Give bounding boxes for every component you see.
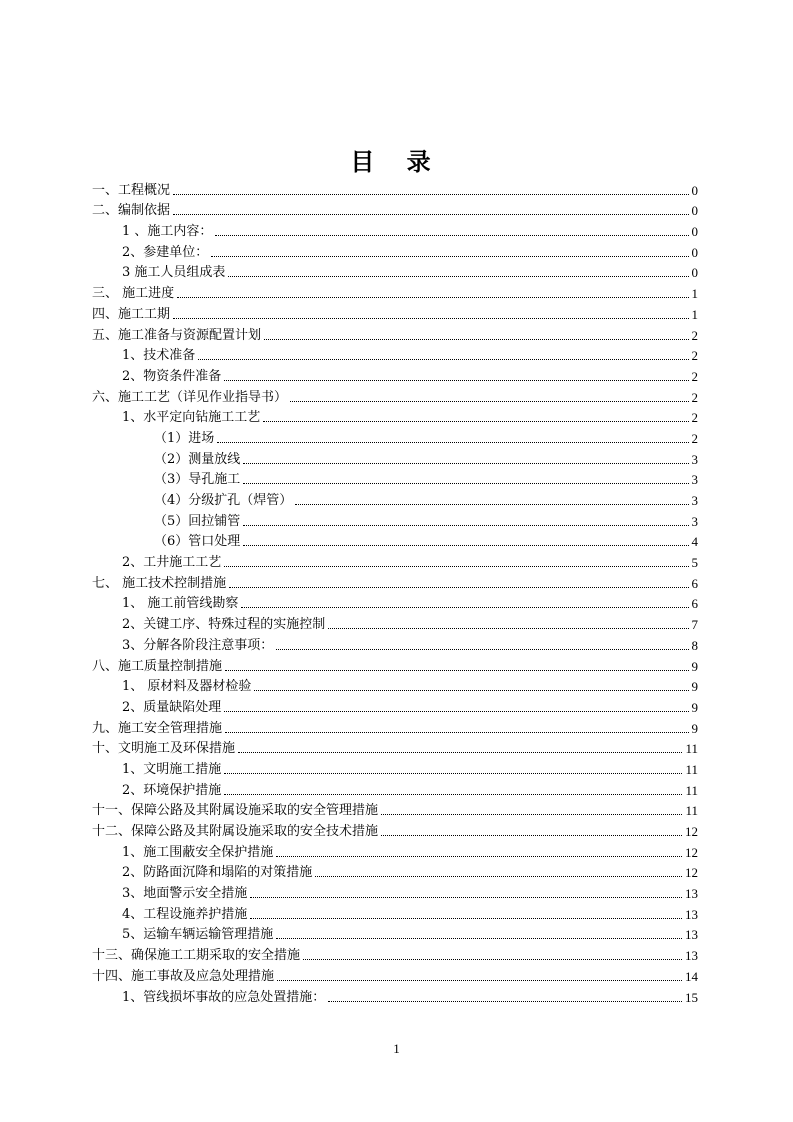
- toc-entry-label: 2、物资条件准备: [122, 368, 222, 384]
- toc-entry[interactable]: [92, 985, 698, 1006]
- toc-entry-label: （1）进场: [154, 430, 215, 446]
- toc-entry-page: 0: [691, 182, 698, 198]
- toc-entry-page: 9: [691, 699, 698, 715]
- toc-entry[interactable]: [92, 178, 698, 199]
- toc-entry-page: 8: [691, 637, 698, 653]
- toc-entry[interactable]: [92, 488, 698, 509]
- toc-entry-label: 七、 施工技术控制措施: [92, 575, 227, 591]
- toc-entry[interactable]: [92, 778, 698, 799]
- dot-leader: [224, 773, 682, 774]
- dot-leader: [243, 525, 688, 526]
- dot-leader: [228, 276, 688, 277]
- toc-entry[interactable]: [92, 406, 698, 427]
- toc-entry-page: 11: [685, 761, 698, 777]
- toc-entry-page: 7: [691, 617, 698, 633]
- toc-entry-page: 3: [691, 513, 698, 529]
- dot-leader: [238, 752, 682, 753]
- toc-entry-page: 2: [691, 348, 698, 364]
- dot-leader: [276, 649, 688, 650]
- toc-entry[interactable]: [92, 716, 698, 737]
- dot-leader: [303, 959, 682, 960]
- toc-entry[interactable]: [92, 571, 698, 592]
- toc-entry-page: 5: [691, 555, 698, 571]
- toc-entry-page: 1: [691, 286, 698, 302]
- toc-entry-label: 1、水平定向钻施工工艺: [122, 410, 261, 426]
- toc-entry-page: 3: [691, 493, 698, 508]
- toc-entry-label: 十二、保障公路及其附属设施采取的安全技术措施: [92, 824, 379, 839]
- dot-leader: [263, 421, 688, 422]
- toc-entry-label: 3、分解各阶段注意事项：: [122, 637, 274, 653]
- dot-leader: [250, 897, 682, 898]
- toc-entry[interactable]: [92, 654, 698, 675]
- dot-leader: [241, 607, 688, 608]
- toc-entry[interactable]: [92, 675, 698, 696]
- toc-entry-page: 11: [685, 803, 698, 819]
- toc-entry-label: （2）测量放线: [154, 451, 241, 467]
- toc-entry[interactable]: [92, 426, 698, 447]
- toc-entry-page: 12: [685, 844, 698, 860]
- toc-entry[interactable]: [92, 612, 698, 633]
- toc-entry[interactable]: [92, 344, 698, 365]
- toc-entry-label: 2、防路面沉降和塌陷的对策措施: [122, 865, 313, 881]
- dot-leader: [277, 980, 682, 981]
- toc-entry-page: 11: [685, 782, 698, 798]
- toc-entry-page: 2: [691, 368, 698, 384]
- toc-entry-label: 3、地面警示安全措施: [122, 886, 248, 902]
- dot-leader: [276, 856, 682, 857]
- dot-leader: [173, 214, 688, 215]
- toc-entry-label: 十一、保障公路及其附属设施采取的安全管理措施: [92, 803, 379, 819]
- toc-entry-page: 11: [685, 741, 698, 757]
- toc-entry-label: 十三、确保施工工期采取的安全措施: [92, 948, 301, 964]
- toc-entry[interactable]: [92, 302, 698, 323]
- toc-entry[interactable]: [92, 964, 698, 985]
- toc-entry-page: 4: [691, 534, 698, 550]
- toc-entry-label: 1、施工围蔽安全保护措施: [122, 844, 274, 860]
- toc-entry-label: 2、质量缺陷处理: [122, 699, 222, 715]
- toc-entry[interactable]: [92, 509, 698, 530]
- toc-entry-page: 2: [691, 430, 698, 446]
- toc-entry[interactable]: [92, 281, 698, 302]
- toc-entry[interactable]: [92, 364, 698, 385]
- toc-entry-label: （3）导孔施工: [154, 472, 241, 488]
- toc-entry-label: 2、参建单位：: [122, 244, 209, 260]
- toc-entry-label: 1 、施工内容：: [122, 224, 213, 240]
- toc-entry-page: 0: [691, 203, 698, 219]
- toc-entry-label: 2、环境保护措施: [122, 782, 222, 798]
- toc-entry-label: 三、 施工进度: [92, 286, 175, 302]
- toc-entry-label: 1、 施工前管线勘察: [122, 596, 239, 612]
- dot-leader: [173, 318, 688, 319]
- dot-leader: [328, 628, 688, 629]
- toc-entry[interactable]: [92, 261, 698, 282]
- toc-entry-label: 4、工程设施养护措施: [122, 906, 248, 922]
- toc-entry-label: （5）回拉铺管: [154, 513, 241, 529]
- toc-entry[interactable]: [92, 819, 698, 840]
- toc-entry-label: 1、管线损坏事故的应急处置措施：: [122, 989, 326, 1005]
- toc-entry[interactable]: [92, 240, 698, 261]
- toc-entry-page: 12: [685, 865, 698, 881]
- toc-entry-page: 14: [685, 968, 698, 984]
- toc-entry[interactable]: [92, 323, 698, 344]
- toc-entry-page: 12: [685, 824, 698, 839]
- toc-entry-label: 四、施工工期: [92, 306, 171, 322]
- toc-entry-page: 6: [691, 575, 698, 591]
- toc-entry[interactable]: [92, 902, 698, 923]
- dot-leader: [215, 235, 688, 236]
- toc-entry-page: 1: [691, 306, 698, 322]
- dot-leader: [243, 545, 688, 546]
- toc-entry-page: 0: [691, 224, 698, 240]
- toc-entry-label: 六、施工工艺（详见作业指导书）: [92, 389, 288, 405]
- dot-leader: [225, 670, 688, 671]
- toc-entry-page: 0: [691, 265, 698, 281]
- dot-leader: [198, 359, 688, 360]
- toc-entry[interactable]: [92, 530, 698, 551]
- toc-entry-label: 十、文明施工及环保措施: [92, 741, 236, 757]
- dot-leader: [225, 732, 688, 733]
- dot-leader: [254, 690, 688, 691]
- page-number: 1: [393, 1041, 400, 1056]
- toc-entry-page: 0: [691, 244, 698, 260]
- toc-entry-page: 13: [685, 927, 698, 943]
- toc-entry[interactable]: [92, 447, 698, 468]
- dot-leader: [229, 587, 688, 588]
- toc-entry[interactable]: [92, 881, 698, 902]
- dot-leader: [328, 1001, 682, 1002]
- toc-entry-label: 1、技术准备: [122, 348, 196, 364]
- toc-entry[interactable]: [92, 633, 698, 654]
- dot-leader: [315, 876, 682, 877]
- toc-entry-label: 九、施工安全管理措施: [92, 720, 223, 736]
- toc-entry[interactable]: [92, 943, 698, 964]
- toc-entry-label: 1、文明施工措施: [122, 761, 222, 777]
- toc-entry-label: 八、施工质量控制措施: [92, 658, 223, 674]
- toc-entry-page: 3: [691, 472, 698, 488]
- dot-leader: [224, 794, 682, 795]
- dot-leader: [243, 483, 688, 484]
- dot-leader: [290, 401, 688, 402]
- toc-entry-page: 2: [691, 389, 698, 405]
- dot-leader: [224, 380, 688, 381]
- toc-entry[interactable]: [92, 695, 698, 716]
- dot-leader: [276, 938, 682, 939]
- dot-leader: [177, 297, 688, 298]
- dot-leader: [264, 339, 688, 340]
- dot-leader: [224, 711, 688, 712]
- toc-entry-label: 2、工井施工工艺: [122, 555, 222, 571]
- toc-entry-page: 2: [691, 410, 698, 426]
- toc-entry-page: 15: [685, 989, 698, 1005]
- toc-entry-label: 1、 原材料及器材检验: [122, 679, 252, 695]
- toc-entry[interactable]: [92, 199, 698, 220]
- toc-entry-page: 2: [691, 327, 698, 343]
- dot-leader: [173, 194, 688, 195]
- toc-entry-page: 13: [685, 906, 698, 922]
- toc-entry[interactable]: [92, 840, 698, 861]
- toc-entry-page: 3: [691, 451, 698, 467]
- dot-leader: [217, 442, 688, 443]
- dot-leader: [250, 918, 682, 919]
- toc-entry[interactable]: [92, 219, 698, 240]
- toc-entry[interactable]: [92, 737, 698, 758]
- toc-entry-page: 9: [691, 679, 698, 695]
- toc-entry-label: 3 施工人员组成表: [122, 265, 226, 281]
- toc-entry[interactable]: [92, 861, 698, 882]
- toc-entry-page: 6: [691, 596, 698, 612]
- toc-entry[interactable]: [92, 592, 698, 613]
- toc-entry[interactable]: [92, 385, 698, 406]
- dot-leader: [243, 463, 688, 464]
- toc-entry[interactable]: [92, 799, 698, 820]
- toc-entry-label: （4）分级扩孔（焊管）: [154, 493, 293, 508]
- toc-entry-label: （6）管口处理: [154, 534, 241, 550]
- toc-entry-label: 2、关键工序、特殊过程的实施控制: [122, 617, 326, 633]
- toc-entry-page: 9: [691, 658, 698, 674]
- toc-entry[interactable]: [92, 923, 698, 944]
- dot-leader: [224, 566, 688, 567]
- toc-entry[interactable]: [92, 550, 698, 571]
- toc-entry-page: 13: [685, 886, 698, 902]
- toc-entry-page: 9: [691, 720, 698, 736]
- toc-entry[interactable]: [92, 757, 698, 778]
- toc-entry-label: 一、工程概况: [92, 182, 171, 198]
- toc-entry[interactable]: [92, 468, 698, 489]
- dot-leader: [211, 256, 688, 257]
- toc-entry-label: 五、施工准备与资源配置计划: [92, 327, 262, 343]
- toc-entry-label: 二、编制依据: [92, 203, 171, 219]
- dot-leader: [295, 504, 688, 505]
- table-of-contents: [92, 178, 698, 1006]
- toc-entry-label: 十四、施工事故及应急处理措施: [92, 968, 275, 984]
- page-title: 目 录: [350, 147, 443, 176]
- toc-entry-label: 5、运输车辆运输管理措施: [122, 927, 274, 943]
- toc-entry-page: 13: [685, 948, 698, 964]
- dot-leader: [381, 835, 682, 836]
- dot-leader: [381, 814, 682, 815]
